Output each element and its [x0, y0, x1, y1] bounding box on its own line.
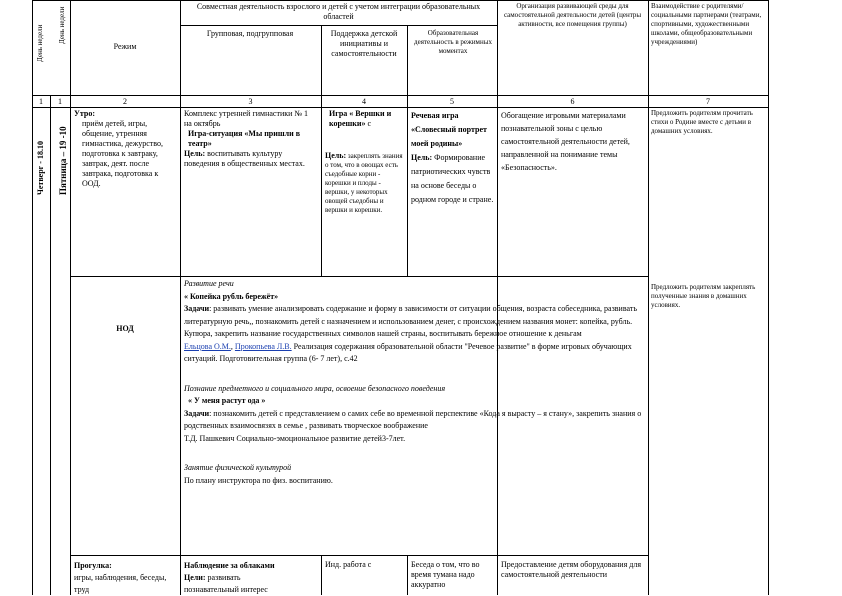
speech-source: [184, 341, 644, 366]
walk-regime: Беседа о том, что во время тумана надо аккуратно: [411, 560, 480, 589]
walk-cell: [74, 560, 178, 596]
header-educational: Образовательная деятельность в режимных моментах: [414, 29, 492, 55]
grid-line-v8: [768, 0, 769, 595]
morning-parents: Предложить родителям прочитать стихи о Родине вместе с детьми в домашних условиях.: [651, 109, 753, 135]
morning-group-goal-text: воспитывать культуру поведения в общественных местах.: [184, 149, 305, 168]
walk-group-goal: [184, 572, 317, 584]
morning-group-goal-label: Цель:: [184, 149, 206, 158]
morning-environment: Обогащение игровыми материалами познавательной зоны с целью самостоятельной деятельности детей, направленной на понимание темы «Безопасность».: [501, 111, 630, 172]
nod-label: НОД: [116, 324, 134, 333]
morning-game-situation: Игра-ситуация «Мы пришли в театр»: [188, 129, 301, 148]
walk-title: Прогулка:: [74, 561, 112, 570]
morning-regime-goal: [411, 151, 495, 207]
day-label-friday: Пятница – 19 -10: [58, 126, 68, 195]
col-number-7: 7: [706, 97, 710, 106]
cognition-title: « У меня растут ода »: [188, 396, 266, 405]
grid-line-v3: [180, 0, 181, 595]
morning-group-cell: [184, 109, 317, 169]
walk-group-goal-label: Цели:: [184, 573, 206, 582]
grid-line-v5-top: [407, 25, 408, 276]
morning-regime-goal-label: Цель:: [411, 153, 433, 162]
day-label-thursday: Четверг - 18.10: [36, 141, 45, 195]
morning-support-goal-text: закреплять знания о том, что в овощах есть съедобные корни - корешки и плоды - вершки, у некоторых овощей съедобны и вершки и корешки.: [325, 152, 403, 214]
grid-line-header-inner: [180, 25, 497, 26]
morning-support-cell: [325, 109, 404, 215]
morning-regime-title: Речевая игра «Словесный портрет моей родины»: [411, 111, 487, 148]
col-number-2: 2: [123, 97, 127, 106]
morning-support-goal-label: Цель:: [325, 151, 347, 160]
author-link-1[interactable]: Ельцова О.М.: [184, 341, 231, 351]
nod-content-cell: [184, 278, 644, 487]
grid-line-v7: [648, 0, 649, 595]
speech-tasks-label: Задачи: [184, 304, 210, 313]
header-day-of-week-2: День недели: [58, 6, 66, 44]
header-interaction: Взаимодействие с родителями/ социальными партнерами (театрами, спортивными, художественными школами, общеобразовательными учреждениями): [651, 2, 762, 46]
header-group: Групповая, подгрупповая: [206, 29, 294, 38]
morning-text: приём детей, игры, общение, утренняя гимнастика, дежурство, подготовка к завтраку, завтрак, деят. после завтрака, подготовка к ООД.: [82, 119, 164, 188]
col-number-6: 6: [570, 97, 575, 106]
grid-line-v1: [50, 95, 51, 595]
morning-support-goal: [325, 151, 404, 215]
col-number-4: 4: [362, 97, 366, 106]
pe-heading: Занятие физической культурой: [184, 463, 292, 472]
speech-heading: Развитие речи: [184, 279, 234, 288]
col-number-1b: 1: [58, 97, 62, 106]
col-number-1a: 1: [39, 97, 43, 106]
walk-group-cell: [184, 560, 317, 596]
speech-tasks: [184, 303, 644, 341]
morning-cell: [74, 109, 178, 189]
walk-group-goal-text: развивать: [205, 573, 241, 582]
author-link-2[interactable]: Прокопьева Л.В.: [234, 341, 292, 351]
header-support: Поддержка детской инициативы и самостоятельности: [330, 29, 398, 58]
header-environment: Организация развивающей среды для самостоятельной деятельности детей (центры активности, все помещения группы): [503, 2, 642, 28]
pe-text: По плану инструктора по физ. воспитанию.: [184, 475, 333, 485]
morning-gymnastics: Комплекс утренней гимнастики № 1 на октябрь: [184, 109, 309, 128]
walk-group-goal-2: познавательный интерес: [184, 585, 268, 594]
cognition-heading: Познание предметного и социального мира, освоение безопасного поведения: [184, 383, 446, 393]
morning-support-title-line: [325, 109, 404, 129]
speech-tasks-text: : развивать умение анализировать содержание и форму в зависимости от ситуации общения, возраста собеседника, развивать литературную речь,, познакомить детей с назначением и использованием денег, с происхождением названия монет: копейка, рубль. Купюра, закрепить название государственных символов нашей страны, воспитывать бережное отношение к деньгам: [184, 304, 637, 338]
cognition-tasks: [184, 408, 644, 433]
col-number-3: 3: [248, 97, 253, 106]
morning-regime-goal-text: Формирование патриотических чувств на основе беседы о родном городе и стране.: [411, 153, 494, 204]
grid-line-morning-bottom: [70, 276, 648, 277]
walk-group-title: Наблюдение за облаками: [184, 561, 275, 570]
grid-line-v2: [70, 0, 71, 595]
morning-group-goal: [184, 149, 317, 169]
cognition-tasks-label: Задачи: [184, 408, 210, 418]
morning-support-title-tail: с: [365, 119, 372, 128]
grid-line-v4-bottom: [321, 555, 322, 595]
grid-line-v0: [32, 0, 33, 595]
walk-text: игры, наблюдения, беседы, труд: [74, 573, 167, 594]
grid-line-v4-top: [321, 25, 322, 276]
grid-line-numbers-top: [32, 95, 768, 96]
morning-support-title: Игра « Вершки и корешки»: [329, 109, 392, 128]
grid-line-nod-bottom: [70, 555, 648, 556]
header-regime: Режим: [113, 42, 137, 51]
grid-line-numbers-bottom: [32, 107, 768, 108]
grid-line-top: [32, 0, 768, 1]
header-joint-activity: Совместная деятельность взрослого и детей с учетом интеграции образовательных областей: [196, 2, 481, 21]
walk-support: Инд. работа с: [325, 560, 372, 569]
author-separator: ,: [230, 341, 235, 351]
speech-source-text: Реализация содержания образовательной области "Речевое развитие" в форме игровых обучающих ситуаций. Подготовительная группа (6- 7 лет), с.42: [184, 341, 632, 363]
morning-regime-cell: [411, 109, 495, 207]
walk-environment: Предоставление детям оборудования для самостоятельной деятельности: [501, 560, 642, 579]
speech-title: « Копейка рубль бережёт»: [184, 291, 279, 301]
cognition-source: Т.Д. Пашкевич Социально-эмоциональное развитие детей3-7лет.: [184, 433, 406, 443]
cognition-tasks-text: : познакомить детей с представлением о самих себе во временной перспективе «Кода я вырасту – я стану», закрепить знания о родственных взаимосвязях в семье , развивать творческое воображение: [184, 408, 642, 430]
col-number-5: 5: [450, 97, 454, 106]
nod-parents: Предложить родителям закреплять полученные знания в домашних условиях.: [651, 283, 756, 309]
morning-title: Утро:: [74, 109, 96, 118]
grid-line-v5-bottom: [407, 555, 408, 595]
header-day-of-week-1: День недели: [36, 24, 44, 62]
